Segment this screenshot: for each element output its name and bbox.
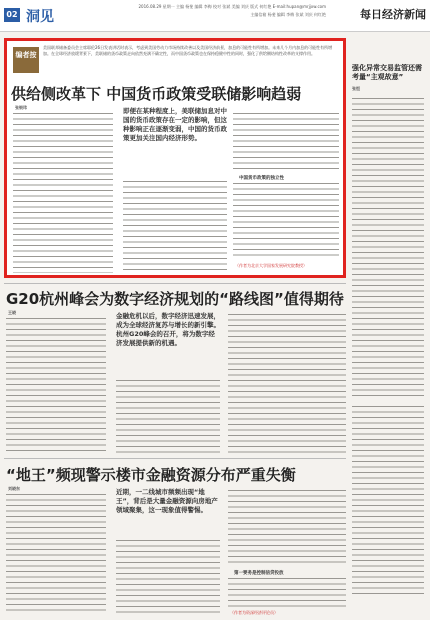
article3-author-note: （作者为资深经济评论员）: [230, 610, 278, 615]
article2-byline: 王晓: [8, 310, 16, 315]
article3-column-1: [6, 494, 106, 614]
page-number: 02: [4, 8, 20, 22]
right-column-text-1: [352, 98, 424, 398]
section-title: 洞见: [26, 9, 54, 25]
divider-1: [4, 283, 346, 284]
article3-subheading: 第一要务是控制信贷投放: [234, 571, 284, 576]
article2-column-1: [6, 318, 106, 454]
article1-column-3b: [233, 183, 339, 259]
page-header: [0, 0, 430, 32]
divider-2: [4, 458, 346, 459]
article1-subheading: 中国货币政策的独立性: [239, 176, 284, 181]
masthead-logo: 每日经济新闻: [360, 8, 426, 21]
article1-column-3: [233, 113, 339, 171]
article3-column-3: [228, 490, 346, 566]
right-column-byline: 张恒: [352, 86, 360, 91]
article2-column-2: [116, 380, 220, 454]
article3-pull-quote: 近期，一二线城市频频出现“地王”，背后是大量金融资源向房地产领域聚集，这一现象值得警惕。: [116, 488, 218, 514]
article3-column-3b: [228, 578, 346, 608]
article2-column-3: [228, 314, 346, 454]
header-meta: 2016.08.29 星期一 主编 杨斐 编辑 李梅 校对 张斌 美编 刘庆 版式 何红艳 E-mail:hupan@mrjjxw.com: [138, 4, 326, 9]
article2-pull-quote: 金融危机以后，数字经济迅速发展，成为全球经济复苏与增长的新引擎。杭州G20峰会的召开，将为数字经济发展提供新的机遇。: [116, 312, 220, 347]
article3-byline: 刘晓东: [8, 486, 20, 491]
article2-headline[interactable]: G20杭州峰会为数字经济规划的“路线图”值得期待: [6, 290, 344, 308]
article1-headline[interactable]: 供给侧改革下 中国货币政策受联储影响趋弱: [11, 85, 302, 103]
header-meta-2: 主编信箱 杨斐 编辑 李梅 张斌 刘庆 何红艳: [250, 12, 326, 17]
article1-byline: 张银玮: [15, 105, 27, 110]
article1-column-1: [13, 113, 113, 273]
right-column: [352, 38, 426, 618]
article3-headline[interactable]: “地王”频现警示楼市金融资源分布严重失衡: [6, 466, 296, 484]
article1-author-note: （作者为北京大学国家发展研究院教授）: [235, 263, 307, 268]
editors-note-badge: 编者按: [13, 47, 39, 73]
right-column-title[interactable]: 强化异常交易监管还需考量“主观故意”: [352, 64, 422, 81]
article1-pull-quote: 即便在某种程度上，美联储加息对中国的货币政策存在一定的影响，但这种影响正在逐渐变弱，中国的货币政策更加关注国内经济形势。: [123, 107, 227, 142]
right-column-text-2: [352, 406, 424, 596]
featured-article-box: [4, 38, 346, 278]
article3-column-2: [116, 540, 220, 614]
article1-column-2: [123, 181, 227, 273]
editors-note-text: 美国联邦储备委员会主席耶伦26日发表讲话时表示，考虑到美国劳动力市场持续改善以及美国经济前景，加息的可能性有所增加。未来几个月内加息的可能性有所增加。在全球经济放缓背景下，美联储的货币政策走向依然充满不确定性，而中国货币政策也在保持稳健中性的同时，强化了供给侧结构性改革的支撑作用。: [43, 45, 333, 56]
